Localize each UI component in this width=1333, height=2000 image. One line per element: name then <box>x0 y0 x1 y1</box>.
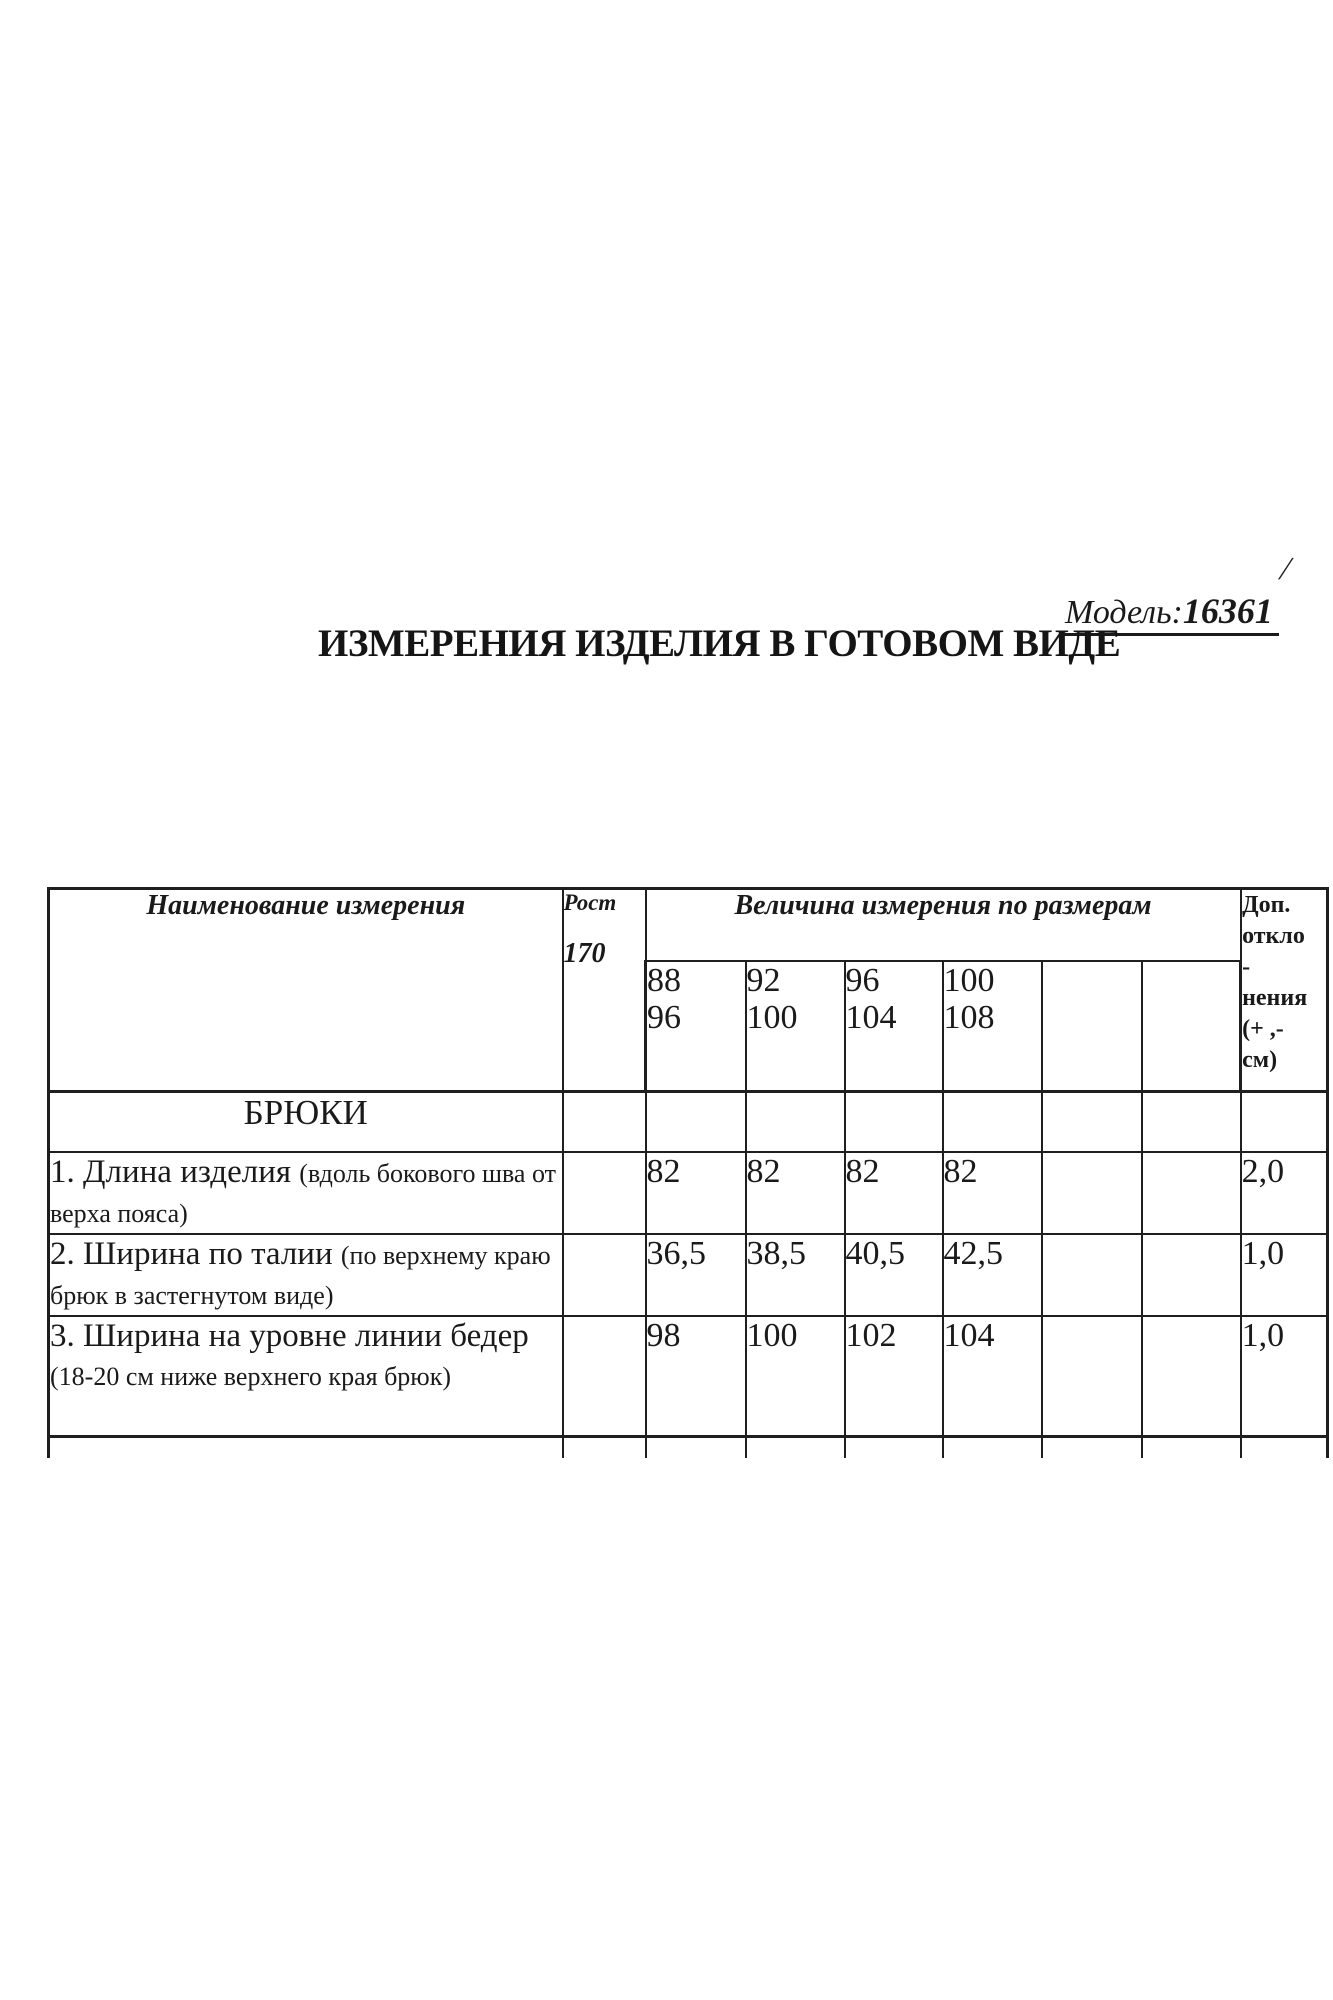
rost-cell <box>563 1316 646 1437</box>
empty-cell <box>943 1092 1042 1152</box>
size-value-cell: 100 <box>746 1316 845 1437</box>
size-value-cell: 82 <box>746 1152 845 1234</box>
empty-cell <box>845 1092 943 1152</box>
size-value-cell: 42,5 <box>943 1234 1042 1316</box>
slash-mark: / <box>1278 550 1293 586</box>
measurement-row <box>49 1152 1328 1234</box>
size-header-cell <box>845 961 943 1092</box>
size-value-cell: 82 <box>646 1152 746 1234</box>
size-value-cell: 38,5 <box>746 1234 845 1316</box>
row-name-note: (по верхнему краю брюк в застегнутом виде) <box>50 1240 551 1310</box>
rost-cell <box>563 1234 646 1316</box>
size-bottom: 96 <box>647 998 681 1036</box>
size-value-cell <box>1142 1152 1241 1234</box>
stub-cell <box>943 1437 1042 1458</box>
deviation-header-line: откло <box>1242 923 1305 949</box>
size-value-cell <box>1042 1152 1142 1234</box>
size-value-cell <box>1142 1316 1241 1437</box>
size-top: 100 <box>943 961 995 999</box>
model-label: Модель: <box>1065 594 1183 631</box>
row-name-note: (18-20 см ниже верхнего края брюк) <box>50 1361 452 1391</box>
size-bottom: 108 <box>943 998 995 1036</box>
size-value-cell: 104 <box>943 1316 1042 1437</box>
measurements-table <box>47 887 1329 1458</box>
size-value-cell <box>1142 1234 1241 1316</box>
size-top: 92 <box>746 961 781 999</box>
empty-cell <box>1042 1092 1142 1152</box>
deviation-cell: 2,0 <box>1241 1152 1328 1234</box>
size-value-cell <box>1042 1316 1142 1437</box>
stub-cell <box>49 1437 563 1458</box>
page-title: ИЗМЕРЕНИЯ ИЗДЕЛИЯ В ГОТОВОМ ВИДЕ <box>318 622 1121 665</box>
size-header-cell <box>1042 961 1142 1092</box>
deviation-column-header <box>1241 889 1328 1092</box>
cutoff-stub-row <box>49 1437 1328 1458</box>
deviation-cell: 1,0 <box>1241 1316 1328 1437</box>
size-header-cell <box>746 961 845 1092</box>
name-column-header: Наименование измерения <box>49 889 563 1092</box>
empty-cell <box>1241 1092 1328 1152</box>
rost-label: Рост <box>563 890 617 915</box>
stub-cell <box>646 1437 746 1458</box>
model-number: 16361 <box>1182 591 1273 631</box>
rost-value: 170 <box>563 938 606 969</box>
size-value-cell: 82 <box>845 1152 943 1234</box>
size-value-cell: 98 <box>646 1316 746 1437</box>
size-bottom: 104 <box>845 998 897 1036</box>
sizes-group-header: Величина измерения по размерам <box>646 889 1241 961</box>
row-name-cell <box>49 1152 563 1234</box>
size-bottom: 100 <box>746 998 798 1036</box>
empty-cell <box>1142 1092 1241 1152</box>
deviation-cell: 1,0 <box>1241 1234 1328 1316</box>
header-row <box>49 889 1328 961</box>
size-value-cell: 36,5 <box>646 1234 746 1316</box>
deviation-header-line: см) <box>1242 1047 1278 1073</box>
size-value-cell: 40,5 <box>845 1234 943 1316</box>
section-label: БРЮКИ <box>49 1092 563 1152</box>
stub-cell <box>845 1437 943 1458</box>
stub-cell <box>1042 1437 1142 1458</box>
row-name-main: 3. Ширина на уровне линии бедер <box>50 1317 529 1354</box>
size-header-cell <box>1142 961 1241 1092</box>
empty-cell <box>563 1092 646 1152</box>
row-name-main: 1. Длина изделия <box>50 1153 300 1190</box>
size-top: 88 <box>647 961 681 999</box>
rost-column-header <box>563 889 646 1092</box>
section-row <box>49 1092 1328 1152</box>
rost-cell <box>563 1152 646 1234</box>
stub-cell <box>1241 1437 1328 1458</box>
measurement-row <box>49 1234 1328 1316</box>
stub-cell <box>746 1437 845 1458</box>
stub-cell <box>563 1437 646 1458</box>
stub-cell <box>1142 1437 1241 1458</box>
row-name-note: (вдоль бокового шва от верха пояса) <box>50 1158 556 1228</box>
size-value-cell: 102 <box>845 1316 943 1437</box>
row-name-main: 2. Ширина по талии <box>50 1235 341 1272</box>
deviation-header-line: - <box>1242 954 1251 980</box>
measurement-row <box>49 1316 1328 1437</box>
size-top: 96 <box>845 961 880 999</box>
row-name-cell <box>49 1316 563 1437</box>
size-header-cell <box>646 961 746 1092</box>
deviation-header-line: Доп. <box>1242 892 1291 918</box>
empty-cell <box>746 1092 845 1152</box>
deviation-header-line: нения <box>1242 985 1308 1011</box>
empty-cell <box>646 1092 746 1152</box>
size-value-cell: 82 <box>943 1152 1042 1234</box>
row-name-cell <box>49 1234 563 1316</box>
deviation-header-line: (+ ,- <box>1242 1016 1284 1042</box>
size-header-cell <box>943 961 1042 1092</box>
size-value-cell <box>1042 1234 1142 1316</box>
